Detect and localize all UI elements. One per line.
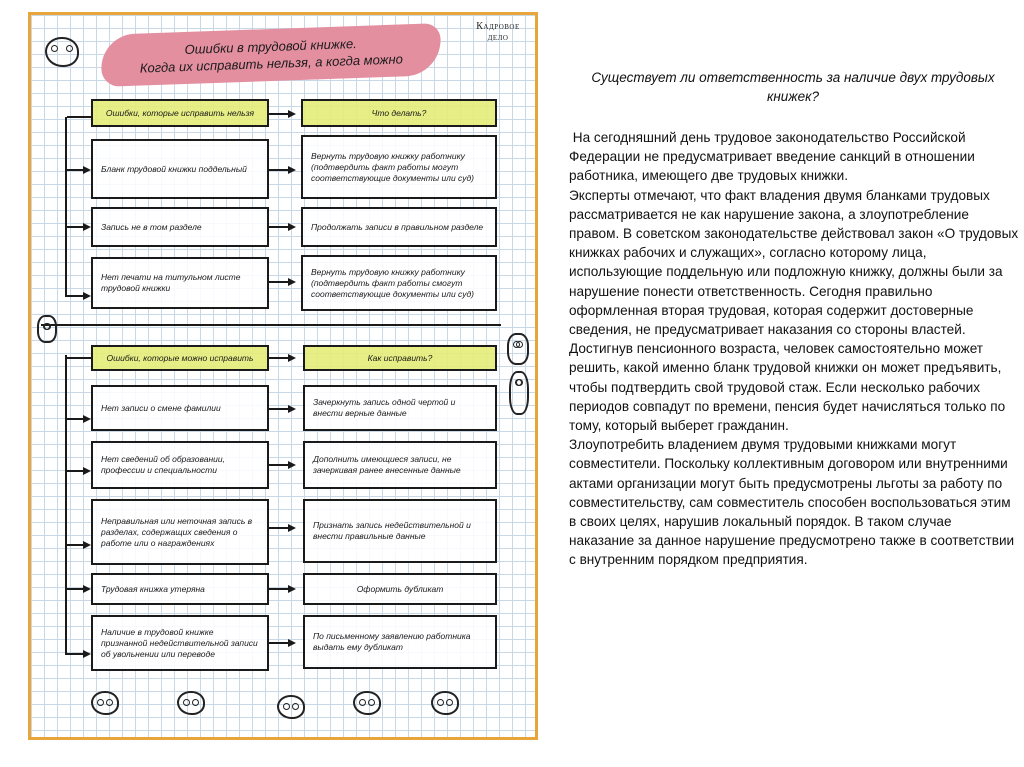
arrow-icon [83, 292, 91, 300]
section1-error-2: Запись не в том разделе [91, 207, 269, 247]
doodle-face-icon [353, 691, 381, 715]
arrow-icon [288, 524, 296, 532]
section2-action-5: По письменному заявлению работника выдать ему дубликат [303, 615, 497, 669]
article-paragraph: Злоупотребить владением двумя трудовыми книжками могут совместители. Поскольку коллективным договором или внутренними актами организации могут быть предусмотрены льготы за работу по совместительству, сам совместитель способен воспользоваться этим в своих целях, нарушив локальный порядок. В таком случае наказание за данное нарушение предусмотрено также в соответствии с внутренним порядком предприятия. [569, 437, 1015, 568]
section1-action-1: Вернуть трудовую книжку работнику (подтвердить факт работы могут соответствующие документы или суд) [301, 135, 497, 199]
brand-logo: Кадровое дело [476, 21, 520, 43]
doodle-face-icon [431, 691, 459, 715]
doodle-face-icon [509, 371, 529, 415]
section2-action-3: Признать запись недействительной и внести правильные данные [303, 499, 497, 563]
section1-header-right: Что делать? [301, 99, 497, 127]
article-paragraph: Достигнув пенсионного возраста, человек самостоятельно может решить, какой именно бланк трудовой книжки он может предъявить, чтобы подтвердить свой трудовой стаж. Если несколько рабочих периодов совпадут по времени, пенсия будет начисляться только по тому, который выберет гражданин. [569, 341, 1006, 434]
section2-error-5: Наличие в трудовой книжке признанной недействительной записи об увольнении или переводе [91, 615, 269, 671]
section-divider [41, 324, 501, 326]
connector-line [65, 355, 67, 655]
section1-error-3: Нет печати на титульном листе трудовой книжки [91, 257, 269, 309]
arrow-icon [288, 223, 296, 231]
doodle-face-icon [91, 691, 119, 715]
section2-error-3: Неправильная или неточная запись в разделах, содержащих сведения о работе или о награждениях [91, 499, 269, 565]
section1-error-1: Бланк трудовой книжки поддельный [91, 139, 269, 199]
infographic-poster [28, 12, 538, 740]
connector-line [65, 117, 67, 297]
section2-error-2: Нет сведений об образовании, профессии и специальности [91, 441, 269, 489]
section2-header-left: Ошибки, которые можно исправить [91, 345, 269, 371]
article-paragraph: Эксперты отмечают, что факт владения двумя бланками трудовых рассматривается не как нарушение закона, а злоупотребление правом. В советском законодательстве действовал закон «О трудовых книжках рабочих и служащих», согласно которому лица, использующие поддельную или подложную книжку, должны были за нарушение понести ответственность. Сегодня правильно оформленная вторая трудовая, которая содержит достоверные сведения, не предусматривает наказания со стороны властей. [569, 187, 1019, 338]
section1-action-2: Продолжать записи в правильном разделе [301, 207, 497, 247]
arrow-icon [83, 585, 91, 593]
doodle-face-icon [177, 691, 205, 715]
arrow-icon [83, 650, 91, 658]
section2-action-2: Дополнить имеющиеся записи, не зачеркивая ранее внесенные данные [303, 441, 497, 489]
article-body [569, 128, 1019, 570]
arrow-icon [288, 278, 296, 286]
doodle-face-icon [277, 695, 305, 719]
arrow-icon [83, 223, 91, 231]
section1-action-3: Вернуть трудовую книжку работнику (подтвердить факт работы смогут соответствующие документы или суд) [301, 255, 497, 311]
arrow-icon [83, 541, 91, 549]
section2-error-1: Нет записи о смене фамилии [91, 385, 269, 431]
section2-action-1: Зачеркнуть запись одной чертой и внести верные данные [303, 385, 497, 431]
section1-header-left: Ошибки, которые исправить нельзя [91, 99, 269, 127]
article-question: Существует ли ответственность за наличие двух трудовых книжек? [591, 70, 995, 104]
arrow-icon [83, 415, 91, 423]
arrow-icon [288, 110, 296, 118]
arrow-icon [288, 585, 296, 593]
poster-title: Ошибки в трудовой книжке. Когда их исправить нельзя, а когда можно [100, 23, 442, 87]
section2-error-4: Трудовая книжка утеряна [91, 573, 269, 605]
doodle-face-icon [37, 315, 57, 343]
article-paragraph: На сегодняшний день трудовое законодательство Российской Федерации не предусматривает введение санкций в отношении работника, имеющего две трудовых книжки. [569, 130, 979, 184]
doodle-face-icon [507, 333, 529, 365]
arrow-icon [288, 461, 296, 469]
section2-action-4: Оформить дубликат [303, 573, 497, 605]
doodle-face-icon [45, 37, 79, 67]
arrow-icon [288, 166, 296, 174]
arrow-icon [83, 166, 91, 174]
arrow-icon [288, 354, 296, 362]
section2-header-right: Как исправить? [303, 345, 497, 371]
arrow-icon [288, 405, 296, 413]
arrow-icon [83, 467, 91, 475]
arrow-icon [288, 639, 296, 647]
